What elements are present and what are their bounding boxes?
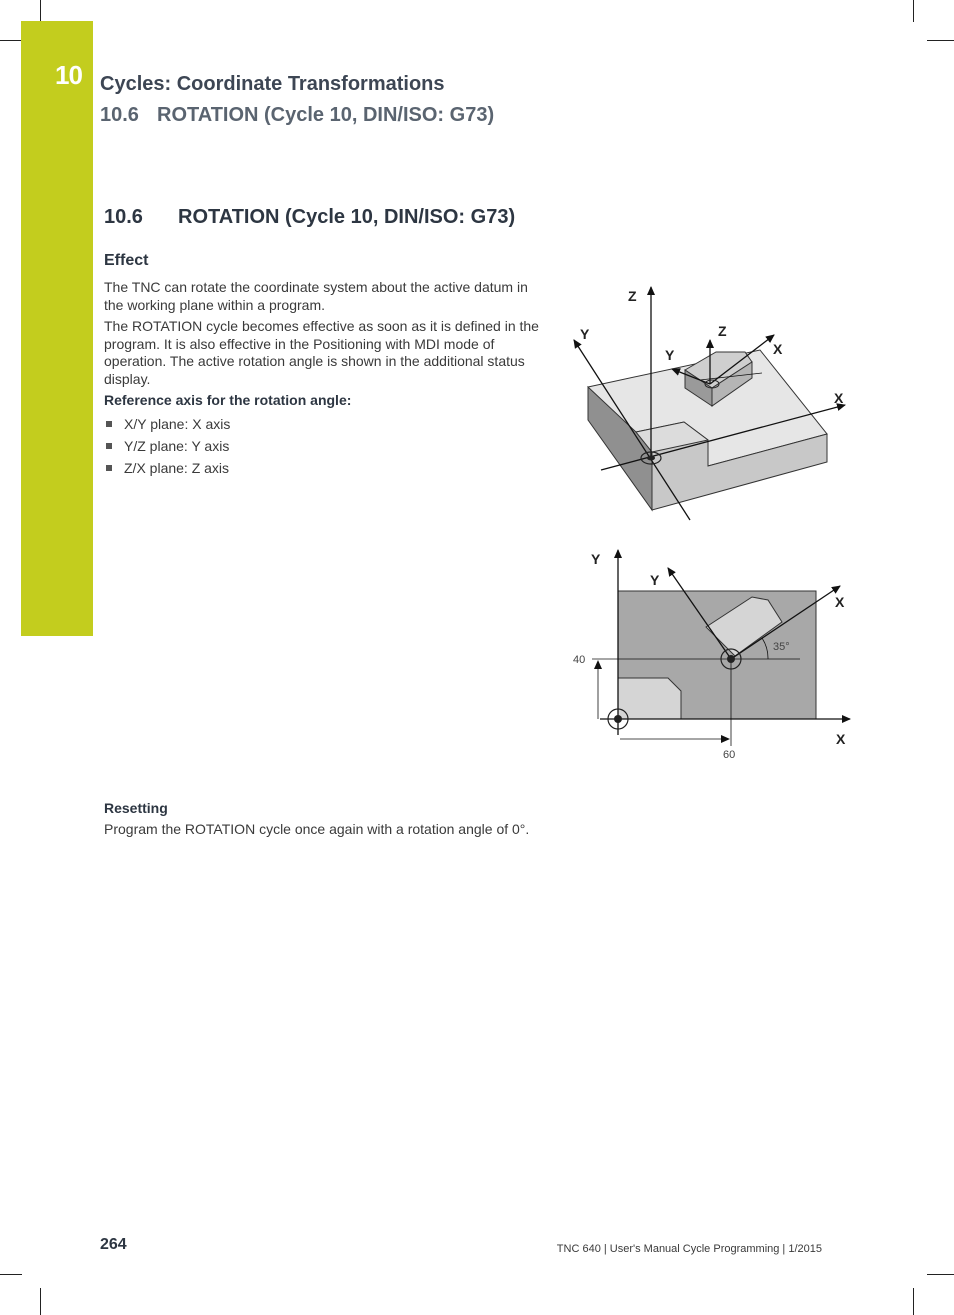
running-header-section-number: 10.6 [100, 104, 139, 126]
list-item: X/Y plane: X axis [104, 413, 230, 435]
reference-axis-label: Reference axis for the rotation angle: [104, 392, 352, 408]
chapter-number: 10 [55, 60, 82, 90]
rotation-2d-figure [565, 545, 855, 765]
rotated-datum-icon [727, 655, 735, 663]
footer-doc-info: TNC 640 | User's Manual Cycle Programming | 1/2015 [556, 1243, 822, 1255]
running-header-subtitle [100, 104, 494, 127]
list-item: Y/Z plane: Y axis [104, 435, 230, 457]
bullet-icon [106, 465, 112, 471]
bullet-icon [106, 443, 112, 449]
z-axis-label: Z [628, 288, 637, 304]
rotation-3d-figure [560, 275, 860, 525]
section-number: 10.6 [104, 206, 143, 228]
datum-icon [647, 456, 655, 461]
y-rotated-label: Y [665, 347, 675, 363]
section-title: ROTATION (Cycle 10, DIN/ISO: G73) [178, 206, 516, 228]
x-axis-label: X [834, 390, 844, 406]
resetting-heading: Resetting [104, 800, 168, 816]
x-rotated-label: X [773, 341, 783, 357]
y-rotated-label: Y [650, 572, 660, 588]
crop-mark [913, 0, 914, 22]
crop-mark [927, 1274, 954, 1275]
effect-heading: Effect [104, 252, 149, 269]
effect-paragraph-1: The TNC can rotate the coordinate system about the active datum in the working plane within a program. [104, 279, 528, 313]
crop-mark [0, 40, 22, 41]
dim-y-value: 40 [573, 654, 586, 666]
chapter-tab [21, 21, 93, 636]
running-header-title: Cycles: Coordinate Transformations [100, 73, 445, 95]
bullet-icon [106, 421, 112, 427]
crop-mark [40, 1288, 41, 1315]
crop-mark [927, 40, 954, 41]
section-heading [104, 206, 515, 229]
x-rotated-label: X [835, 594, 845, 610]
z-rotated-label: Z [718, 323, 727, 339]
crop-mark [913, 1288, 914, 1315]
page-number: 264 [100, 1236, 127, 1253]
datum-icon [614, 715, 622, 723]
y-axis-label: Y [591, 551, 601, 567]
crop-mark [40, 0, 41, 22]
effect-paragraph-2: The ROTATION cycle becomes effective as soon as it is defined in the program. It is also effective in the Positioning with MDI mode of operation. The active rotation angle is shown in the additional status display. [104, 318, 539, 387]
corner-step [618, 678, 681, 719]
running-header-section-title: ROTATION (Cycle 10, DIN/ISO: G73) [157, 104, 495, 126]
resetting-text: Program the ROTATION cycle once again with a rotation angle of 0°. [104, 821, 530, 837]
angle-value: 35° [773, 641, 790, 653]
x-axis-label: X [836, 731, 846, 747]
dim-x-value: 60 [723, 749, 736, 761]
reference-axis-list [104, 413, 230, 479]
y-axis-label: Y [580, 326, 590, 342]
crop-mark [0, 1274, 22, 1275]
list-item: Z/X plane: Z axis [104, 457, 230, 479]
